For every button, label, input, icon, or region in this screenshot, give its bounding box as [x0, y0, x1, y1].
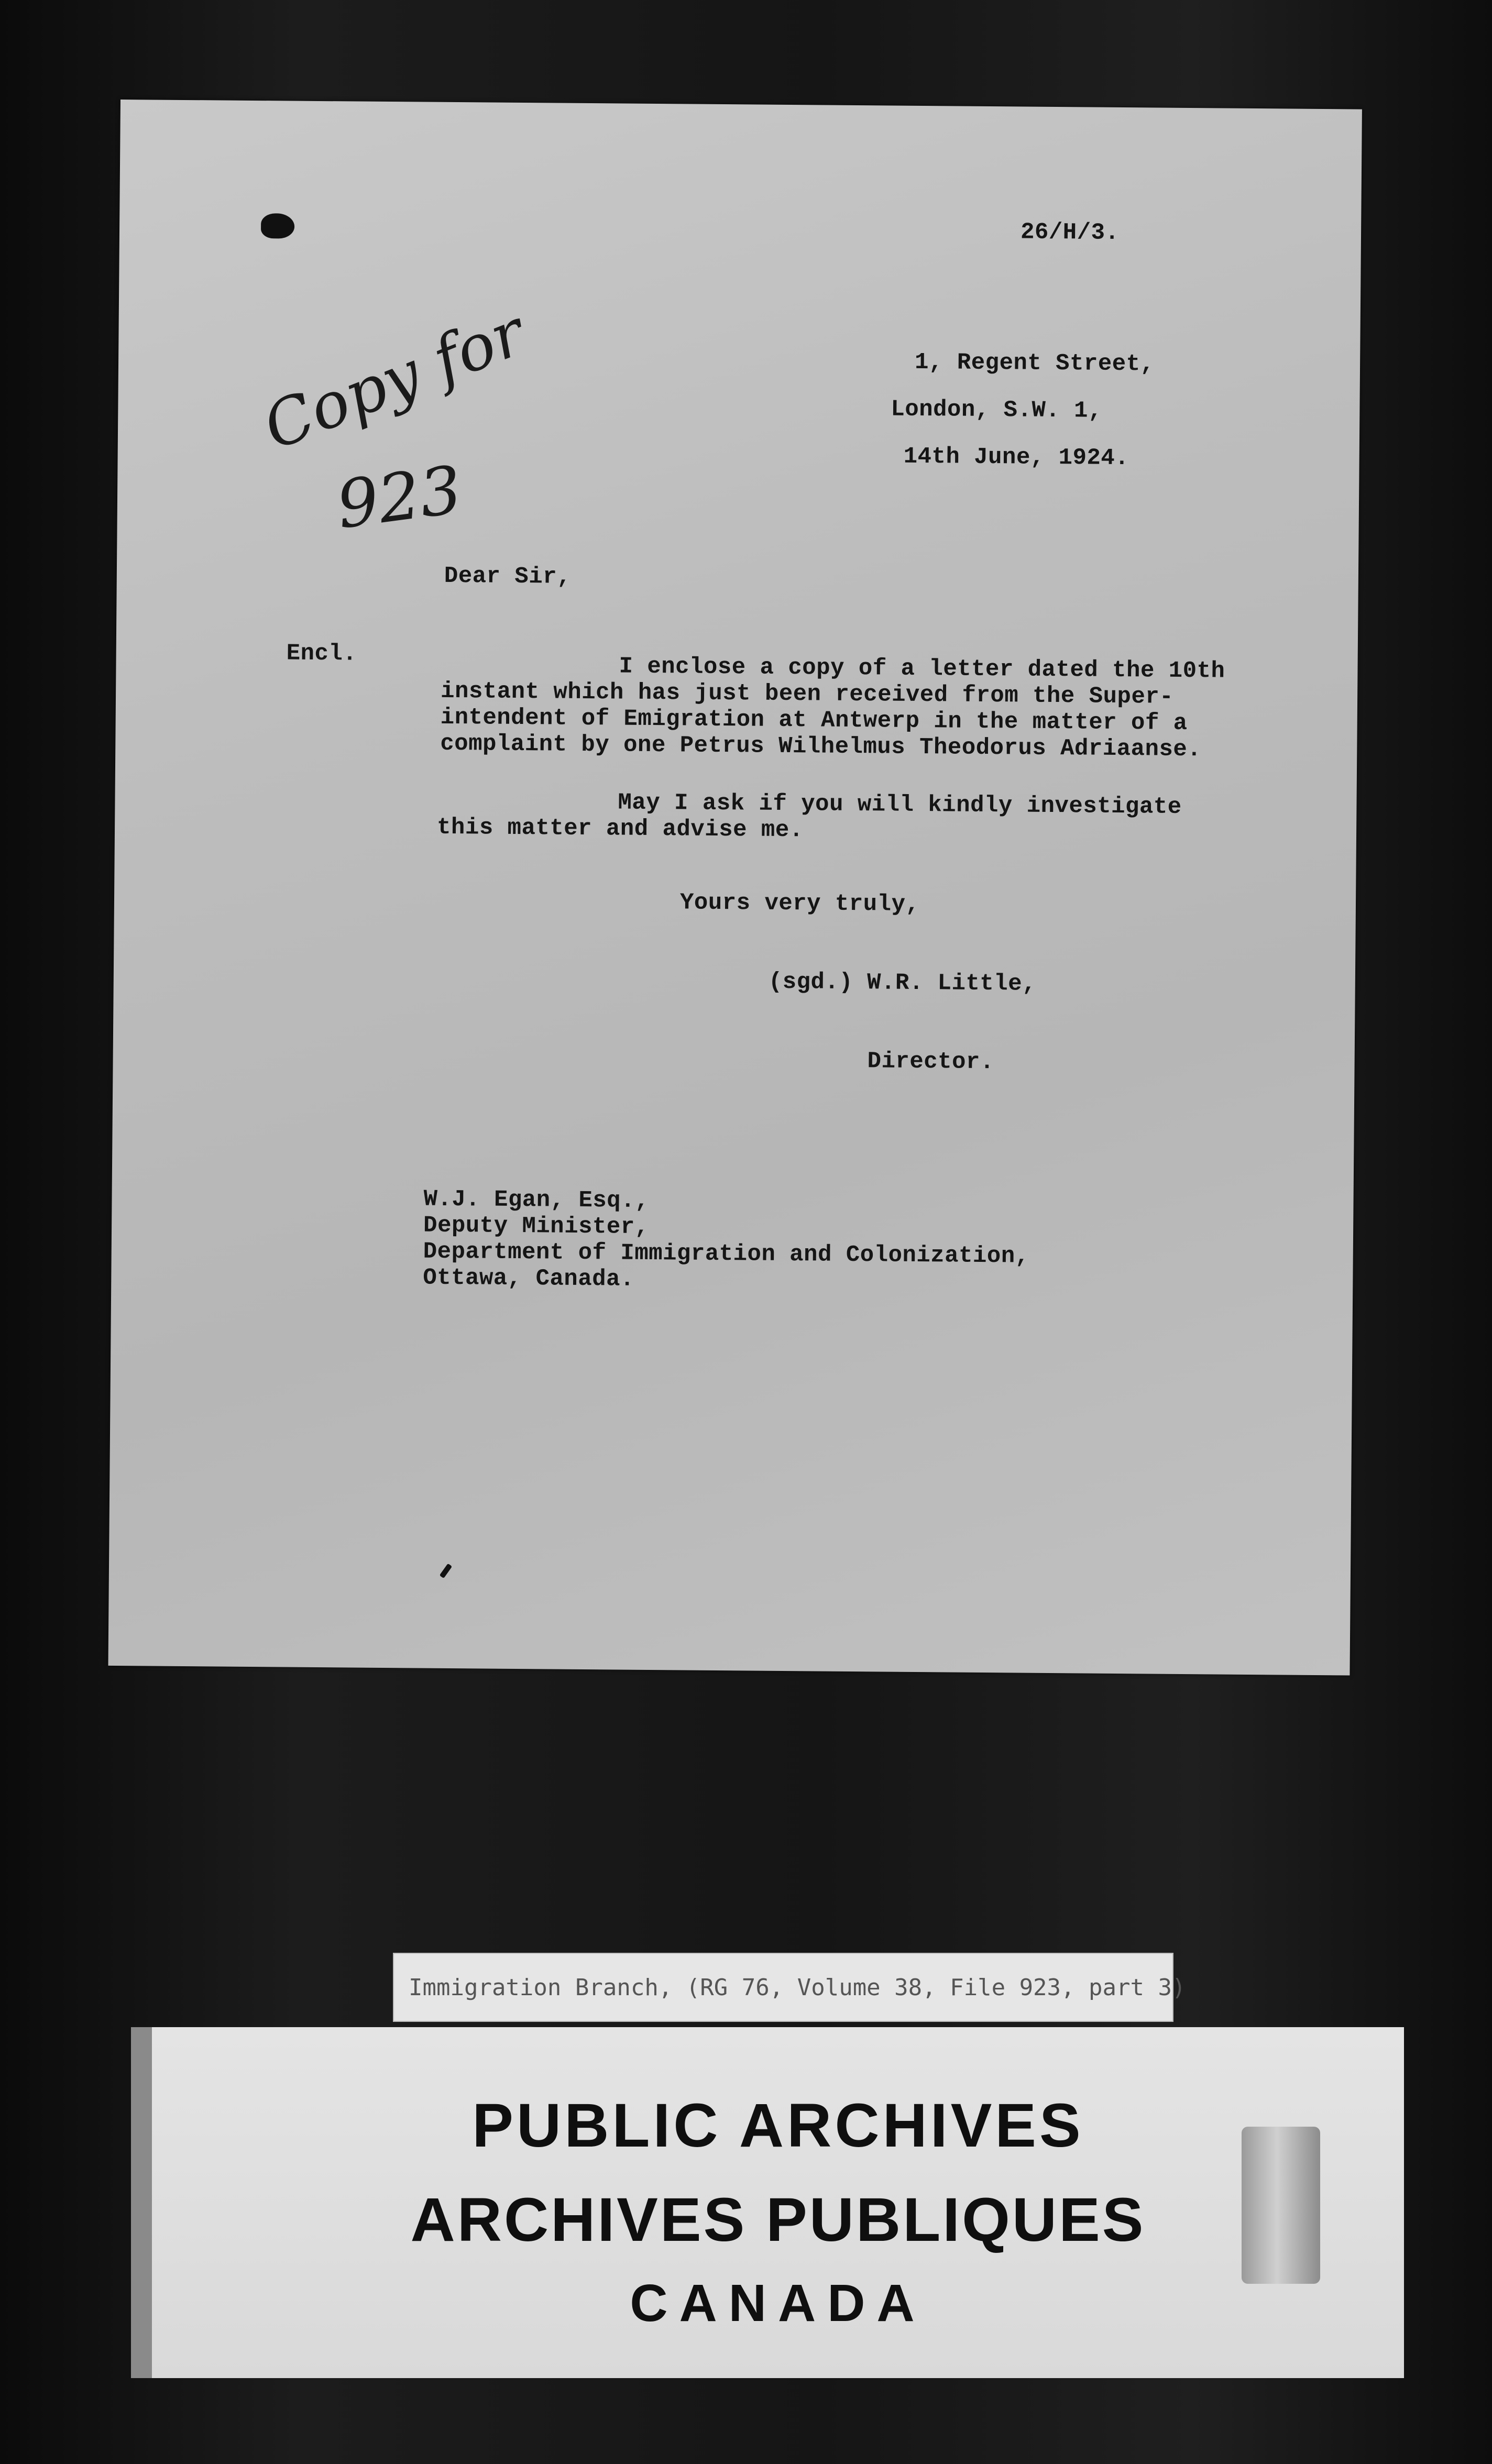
stamp-line-1: PUBLIC ARCHIVES [472, 2091, 1084, 2160]
paragraph-2-line-1: May I ask if you will kindly investigate [618, 789, 1182, 820]
archive-reference-text: Immigration Branch, (RG 76, Volume 38, File 923, part 3) [409, 1974, 1186, 2001]
paragraph-1-line-3: intendent of Emigration at Antwerp in the matter of a [440, 704, 1188, 737]
recipient-line-1: W.J. Egan, Esq., [423, 1186, 650, 1214]
recipient-line-2: Deputy Minister, [423, 1212, 649, 1240]
margin-note-enclosure: Encl. [286, 640, 357, 667]
address-line-1: 1, Regent Street, [914, 349, 1155, 378]
archive-reference-label [393, 1953, 1186, 2022]
signature: (sgd.) W.R. Little, [768, 969, 1037, 997]
closing: Yours very truly, [679, 889, 920, 918]
paragraph-1-line-1: I enclose a copy of a letter dated the 10th [619, 653, 1225, 685]
stamp-line-3: CANADA [630, 2274, 926, 2333]
salutation: Dear Sir, [444, 563, 572, 590]
recipient-line-3: Department of Immigration and Colonization, [423, 1238, 1029, 1270]
archives-stamp-card [131, 2027, 1404, 2378]
signatory-title: Director. [867, 1048, 994, 1076]
letter-page [108, 100, 1362, 1676]
recipient-line-4: Ottawa, Canada. [423, 1264, 635, 1293]
paragraph-1-line-2: instant which has just been received from the Super- [440, 678, 1174, 710]
file-reference: 26/H/3. [1020, 219, 1120, 246]
letter-date: 14th June, 1924. [903, 443, 1129, 472]
paragraph-2-line-2: this matter and advise me. [436, 814, 804, 844]
address-line-2: London, S.W. 1, [891, 396, 1103, 424]
stamp-line-2: ARCHIVES PUBLIQUES [410, 2185, 1146, 2254]
handwritten-note-line1: Copy for [254, 296, 535, 465]
handwritten-note-line2: 923 [332, 452, 466, 544]
ink-blot [261, 213, 294, 239]
stray-pen-mark [440, 1564, 452, 1579]
binder-clip [1242, 2127, 1320, 2284]
paragraph-1-line-4: complaint by one Petrus Wilhelmus Theodorus Adriaanse. [440, 730, 1202, 763]
